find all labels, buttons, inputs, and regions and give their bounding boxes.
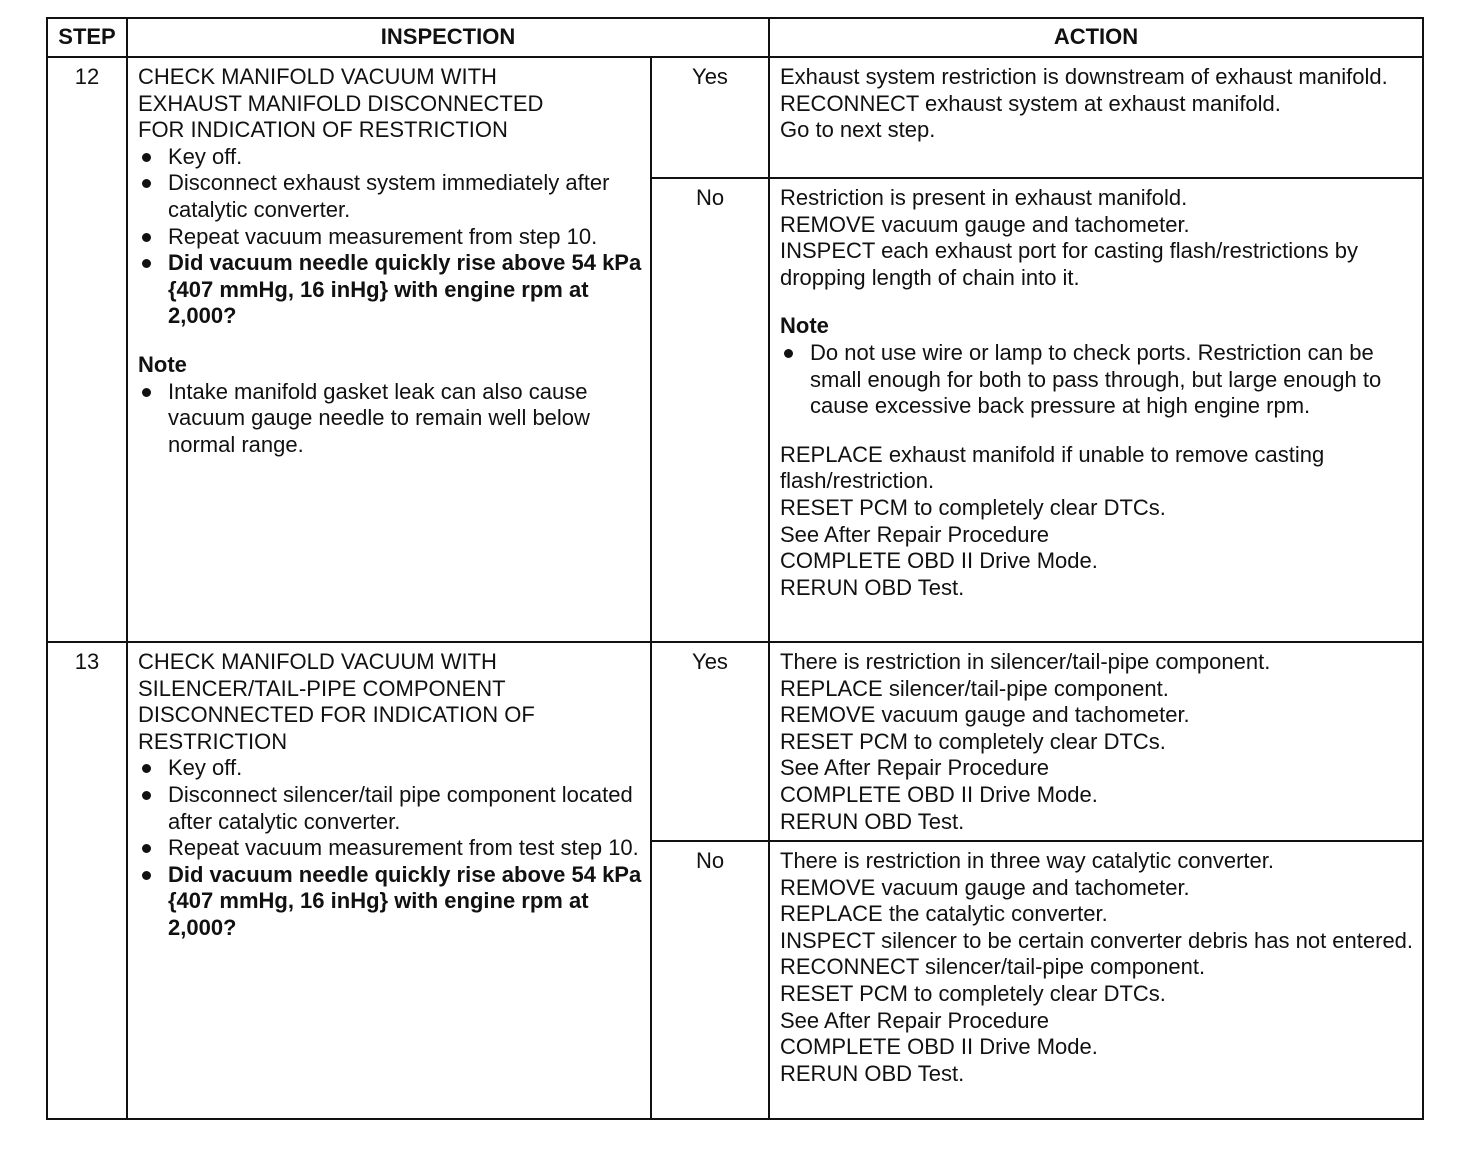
- step-13-no-action: [769, 841, 1423, 1119]
- inspection-title-line: EXHAUST MANIFOLD DISCONNECTED: [138, 90, 544, 116]
- action-line: RECONNECT exhaust system at exhaust manifold.: [780, 90, 1281, 116]
- header-action: ACTION: [769, 18, 1423, 57]
- action-line: REMOVE vacuum gauge and tachometer.: [780, 702, 1190, 728]
- action-line: RESET PCM to completely clear DTCs.: [780, 494, 1166, 520]
- answer-yes: Yes: [651, 57, 769, 178]
- bullet-item: Key off.: [138, 755, 642, 782]
- note-bullets: [780, 340, 1414, 420]
- note-item: Intake manifold gasket leak can also cause vacuum gauge needle to remain well below normal range.: [138, 379, 642, 459]
- step-12-yes-action: [769, 57, 1423, 178]
- header-row: [47, 18, 1423, 57]
- diagnostic-table: [46, 17, 1424, 1120]
- step-13-yes-row: [47, 642, 1423, 841]
- question-item: Did vacuum needle quickly rise above 54 kPa {407 mmHg, 16 inHg} with engine rpm at 2,000?: [138, 862, 642, 942]
- step-12-yes-row: [47, 57, 1423, 178]
- action-line: See After Repair Procedure: [780, 755, 1050, 781]
- action-line: RECONNECT silencer/tail-pipe component.: [780, 954, 1206, 980]
- bullet-item: Key off.: [138, 144, 642, 171]
- step-number: 13: [47, 642, 127, 1119]
- action-line: COMPLETE OBD II Drive Mode.: [780, 781, 1098, 807]
- action-line: Restriction is present in exhaust manifold.: [780, 185, 1188, 210]
- action-line: RERUN OBD Test.: [780, 808, 965, 834]
- action-line: REMOVE vacuum gauge and tachometer.: [780, 211, 1190, 237]
- question-item: Did vacuum needle quickly rise above 54 kPa {407 mmHg, 16 inHg} with engine rpm at 2,000?: [138, 250, 642, 330]
- step-number: 12: [47, 57, 127, 642]
- action-line: INSPECT silencer to be certain converter debris has not entered.: [780, 927, 1414, 953]
- answer-yes: Yes: [651, 642, 769, 841]
- action-line: Go to next step.: [780, 117, 936, 143]
- action-line: REPLACE exhaust manifold if unable to remove casting flash/restriction.: [780, 441, 1325, 494]
- note-bullets: [138, 379, 642, 459]
- bullet-item: Repeat vacuum measurement from test step 10.: [138, 835, 642, 862]
- action-line: RESET PCM to completely clear DTCs.: [780, 728, 1166, 754]
- step-13-inspection: [127, 642, 651, 1119]
- action-line: REMOVE vacuum gauge and tachometer.: [780, 874, 1190, 900]
- bullet-item: Disconnect exhaust system immediately after catalytic converter.: [138, 170, 642, 223]
- action-line: REPLACE the catalytic converter.: [780, 901, 1108, 927]
- answer-no: No: [651, 841, 769, 1119]
- action-line: See After Repair Procedure: [780, 1007, 1050, 1033]
- note-heading: Note: [780, 313, 829, 339]
- bullet-item: Repeat vacuum measurement from step 10.: [138, 224, 642, 251]
- step-13-yes-action: [769, 642, 1423, 841]
- action-line: REPLACE silencer/tail-pipe component.: [780, 675, 1169, 701]
- action-line: COMPLETE OBD II Drive Mode.: [780, 548, 1098, 574]
- action-line: COMPLETE OBD II Drive Mode.: [780, 1034, 1098, 1060]
- step-12-inspection: [127, 57, 651, 642]
- inspection-title-line: CHECK MANIFOLD VACUUM WITH: [138, 64, 497, 89]
- inspection-title-line: RESTRICTION: [138, 728, 288, 754]
- inspection-title-line: CHECK MANIFOLD VACUUM WITH: [138, 649, 497, 674]
- inspection-bullets: [138, 755, 642, 941]
- note-item: Do not use wire or lamp to check ports. Restriction can be small enough for both to pass through, but large enough to cause excessive back pressure at high engine rpm.: [780, 340, 1414, 420]
- action-line: RESET PCM to completely clear DTCs.: [780, 980, 1166, 1006]
- action-line: There is restriction in silencer/tail-pipe component.: [780, 649, 1271, 674]
- action-line: RERUN OBD Test.: [780, 574, 965, 600]
- header-inspection: INSPECTION: [127, 18, 769, 57]
- answer-no: No: [651, 178, 769, 642]
- header-step: STEP: [47, 18, 127, 57]
- note-heading: Note: [138, 351, 187, 377]
- action-line: There is restriction in three way catalytic converter.: [780, 848, 1274, 873]
- inspection-title-line: SILENCER/TAIL-PIPE COMPONENT: [138, 675, 506, 701]
- step-12-no-action: [769, 178, 1423, 642]
- action-line: See After Repair Procedure: [780, 521, 1050, 547]
- action-line: INSPECT each exhaust port for casting flash/restrictions by dropping length of chain into it.: [780, 238, 1358, 290]
- inspection-bullets: [138, 144, 642, 330]
- inspection-title-line: DISCONNECTED FOR INDICATION OF: [138, 702, 535, 728]
- bullet-item: Disconnect silencer/tail pipe component located after catalytic converter.: [138, 782, 642, 835]
- action-line: RERUN OBD Test.: [780, 1060, 965, 1086]
- inspection-title-line: FOR INDICATION OF RESTRICTION: [138, 117, 508, 143]
- action-line: Exhaust system restriction is downstream of exhaust manifold.: [780, 64, 1388, 89]
